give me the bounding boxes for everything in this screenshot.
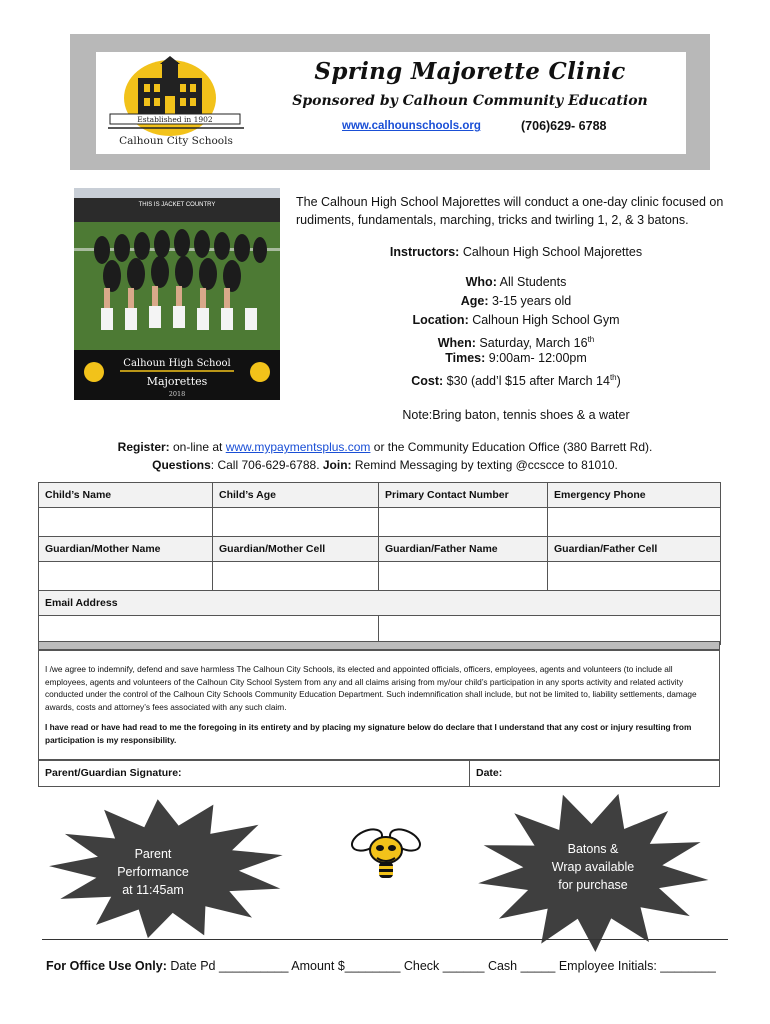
acknowledgement-paragraph: I have read or have had read to me the foregoing in its entirety and by placing my signature below do declare that I understand that any cost or injury resulting from participation is my responsibility. xyxy=(45,722,692,745)
sponsor-line: Sponsored by Calhoun Community Education xyxy=(292,93,648,109)
calhoun-city-schools-logo xyxy=(104,56,250,152)
intro-text: The Calhoun High School Majorettes will conduct a one-day clinic focused on rudiments, fundamentals, marching, tricks and twirling 1, 2, & 3 batons. xyxy=(296,195,724,227)
yellow-jacket-icon xyxy=(250,362,270,382)
childs-age-field[interactable] xyxy=(213,508,379,537)
logo-name-text: Calhoun City Schools xyxy=(119,135,233,147)
emergency-phone-field[interactable] xyxy=(548,508,721,537)
yellow-jacket-icon xyxy=(84,362,104,382)
section-divider-bar xyxy=(38,641,720,650)
photo-year: 2018 xyxy=(168,390,186,398)
guardian-mother-name-label: Guardian/Mother Name xyxy=(39,537,213,562)
age-line: Age: 3-15 years old xyxy=(460,294,572,308)
batons-wrap-text: Batons & Wrap available for purchase xyxy=(551,842,635,892)
primary-contact-field[interactable] xyxy=(379,508,548,537)
photo-caption-line1: Calhoun High School xyxy=(123,358,231,369)
guardian-father-cell-field[interactable] xyxy=(548,562,721,591)
cost-line: Cost: $30 (add’l $15 after March 14th) xyxy=(411,373,621,389)
emergency-phone-label: Emergency Phone xyxy=(548,483,721,508)
office-divider xyxy=(42,939,728,940)
instructors-line: Instructors: Calhoun High School Majorettes xyxy=(389,245,643,259)
guardian-mother-name-field[interactable] xyxy=(39,562,213,591)
primary-contact-label: Primary Contact Number xyxy=(379,483,548,508)
office-use-line: For Office Use Only: Date Pd __________ Amount $________ Check ______ Cash _____ Employee Initials: ________ xyxy=(46,959,716,973)
childs-name-field[interactable] xyxy=(39,508,213,537)
majorettes-photo xyxy=(74,188,280,400)
registration-form-table xyxy=(38,482,721,645)
guardian-father-name-field[interactable] xyxy=(379,562,548,591)
times-line: Times: 9:00am- 12:00pm xyxy=(445,351,587,365)
questions-line: Questions: Call 706-629-6788. Join: Remind Messaging by texting @ccscce to 81010. xyxy=(152,458,618,472)
note-line: Note:Bring baton, tennis shoes & a water xyxy=(402,408,630,422)
email-address-label: Email Address xyxy=(39,591,721,616)
logo-established-text: Established in 1902 xyxy=(137,115,213,124)
guardian-father-name-label: Guardian/Father Name xyxy=(379,537,548,562)
childs-age-label: Child’s Age xyxy=(213,483,379,508)
page-title: Spring Majorette Clinic xyxy=(314,58,626,85)
website-link[interactable]: www.calhounschools.org xyxy=(342,120,481,132)
signature-label: Parent/Guardian Signature: xyxy=(45,767,182,779)
yellow-jacket-mascot-icon xyxy=(345,820,427,884)
signature-row xyxy=(38,760,720,787)
parent-performance-text: Parent Performance at 11:45am xyxy=(117,847,189,897)
guardian-mother-cell-field[interactable] xyxy=(213,562,379,591)
when-line: When: Saturday, March 16th xyxy=(437,335,595,351)
photo-banner-text: THIS IS JACKET COUNTRY xyxy=(138,202,216,208)
who-line: Who: All Students xyxy=(465,275,567,289)
date-label: Date: xyxy=(476,767,503,779)
childs-name-label: Child’s Name xyxy=(39,483,213,508)
guardian-father-cell-label: Guardian/Father Cell xyxy=(548,537,721,562)
photo-caption-line2: Majorettes xyxy=(146,375,208,388)
location-line: Location: Calhoun High School Gym xyxy=(412,313,620,327)
payments-link[interactable]: www.mypaymentsplus.com xyxy=(225,440,371,454)
register-line: Register: on-line at www.mypaymentsplus.com or the Community Education Office (380 Barrett Rd). xyxy=(117,440,653,454)
guardian-mother-cell-label: Guardian/Mother Cell xyxy=(213,537,379,562)
waiver-paragraph: I /we agree to indemnify, defend and save harmless The Calhoun City Schools, its elected and appointed officials, officers, employees, agents and volunteers (to include all employees, agents and volunteers of the Calhoun City School System from any and all claims arising from my/our child’s participation in any sports activity and related activity conducted under the control of the Calhoun City Schools Community Education Department. Such indemnification shall include, but not be limited to, liability settlements, damage awards, costs and attorney’s fees associated with any such claim. xyxy=(45,664,697,712)
waiver-text xyxy=(38,650,720,760)
phone-number: (706)629- 6788 xyxy=(521,119,607,133)
